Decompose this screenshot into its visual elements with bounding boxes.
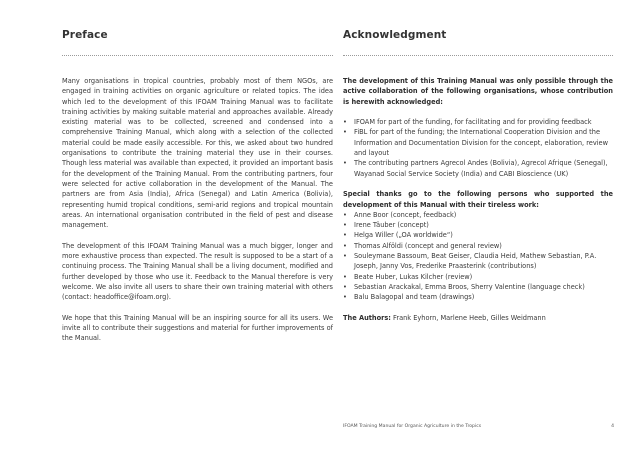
acknowledgment-intro: The development of this Training Manual was only possible through the active collaboration of the following organisations, whose contribution is herewith acknowledged: <box>343 77 613 106</box>
person-item: • Souleymane Bassoum, Beat Geiser, Claudia Heid, Mathew Sebastian, P.A. Joseph, Janny Vos, Frederike Praasterink (contributions) <box>343 251 613 272</box>
acknowledgment-body <box>343 76 613 333</box>
organisation-item: • IFOAM for part of the funding, for facilitating and for providing feedback <box>343 117 613 127</box>
person-item: • Irene Täuber (concept) <box>343 220 613 230</box>
footer-title: IFOAM Training Manual for Organic Agriculture in the Tropics <box>343 424 482 429</box>
person-item: • Sebastian Arackakal, Emma Broos, Sherry Valentine (language check) <box>343 282 613 292</box>
page-number: 4 <box>611 424 614 429</box>
authors-line <box>343 313 613 323</box>
page-footer <box>343 424 614 429</box>
authors-label: The Authors: <box>343 313 391 322</box>
person-item: • Balu Balagopal and team (drawings) <box>343 292 613 302</box>
person-item: • Thomas Alföldi (concept and general review) <box>343 241 613 251</box>
preface-divider <box>62 55 333 56</box>
authors-names: Frank Eyhorn, Marlene Heeb, Gilles Weidmann <box>390 313 546 322</box>
acknowledgment-divider <box>343 55 613 56</box>
special-thanks-heading: Special thanks go to the following persons who supported the development of this Manual with their tireless work: <box>343 190 613 209</box>
organisation-item: • The contributing partners Agrecol Andes (Bolivia), Agrecol Afrique (Senegal), Wayanad Social Service Society (India) and CABI Bioscience (UK) <box>343 158 613 179</box>
preface-body <box>62 76 333 354</box>
organisation-list <box>343 117 613 179</box>
person-item: • Beate Huber, Lukas Kilcher (review) <box>343 272 613 282</box>
acknowledgment-heading: Acknowledgment <box>343 29 447 41</box>
person-item: • Anne Boor (concept, feedback) <box>343 210 613 220</box>
preface-paragraph-3: We hope that this Training Manual will be an inspiring source for all its users. We invite all to contribute their suggestions and material for further improvements of the Manual. <box>62 313 333 343</box>
preface-heading: Preface <box>62 29 108 41</box>
persons-list <box>343 210 613 303</box>
organisation-item: • FiBL for part of the funding; the International Cooperation Division and the Information and Documentation Division for the concept, elaboration, review and layout <box>343 127 613 158</box>
preface-paragraph-2: The development of this IFOAM Training Manual was a much bigger, longer and more exhaustive process than expected. The result is supposed to be a start of a continuing process. The Training Manual shall be a living document, modified and further developed by those who use it. Feedback to the Manual therefore is very welcome. We also invite all users to share their own training material with others (contact: headoffice@ifoam.org). <box>62 241 333 302</box>
preface-paragraph-1: Many organisations in tropical countries, probably most of them NGOs, are engaged in training activities on organic agriculture or related topics. The idea which led to the development of this IFOAM Training Manual was to facilitate training activities by making suitable material and approaches available. Already existing material was to be collected, screened and condensed into a comprehensive Training Manual, which along with a selection of the collected material could be made easily accessible. For this, we asked about two hundred organisations to contribute the training material they use in their courses. Though less material was available than expected, it provided an important basis for the development of the Training Manual. From the contributing partners, four were selected for active collaboration in the development of the Manual. The partners are from Asia (India), Africa (Senegal) and Latin America (Bolivia), representing humid tropical conditions, semi-arid regions and tropical mountain areas. An international organisation contributed in the field of pest and disease management. <box>62 77 333 230</box>
person-item: • Helga Willer („OA worldwide“) <box>343 230 613 240</box>
